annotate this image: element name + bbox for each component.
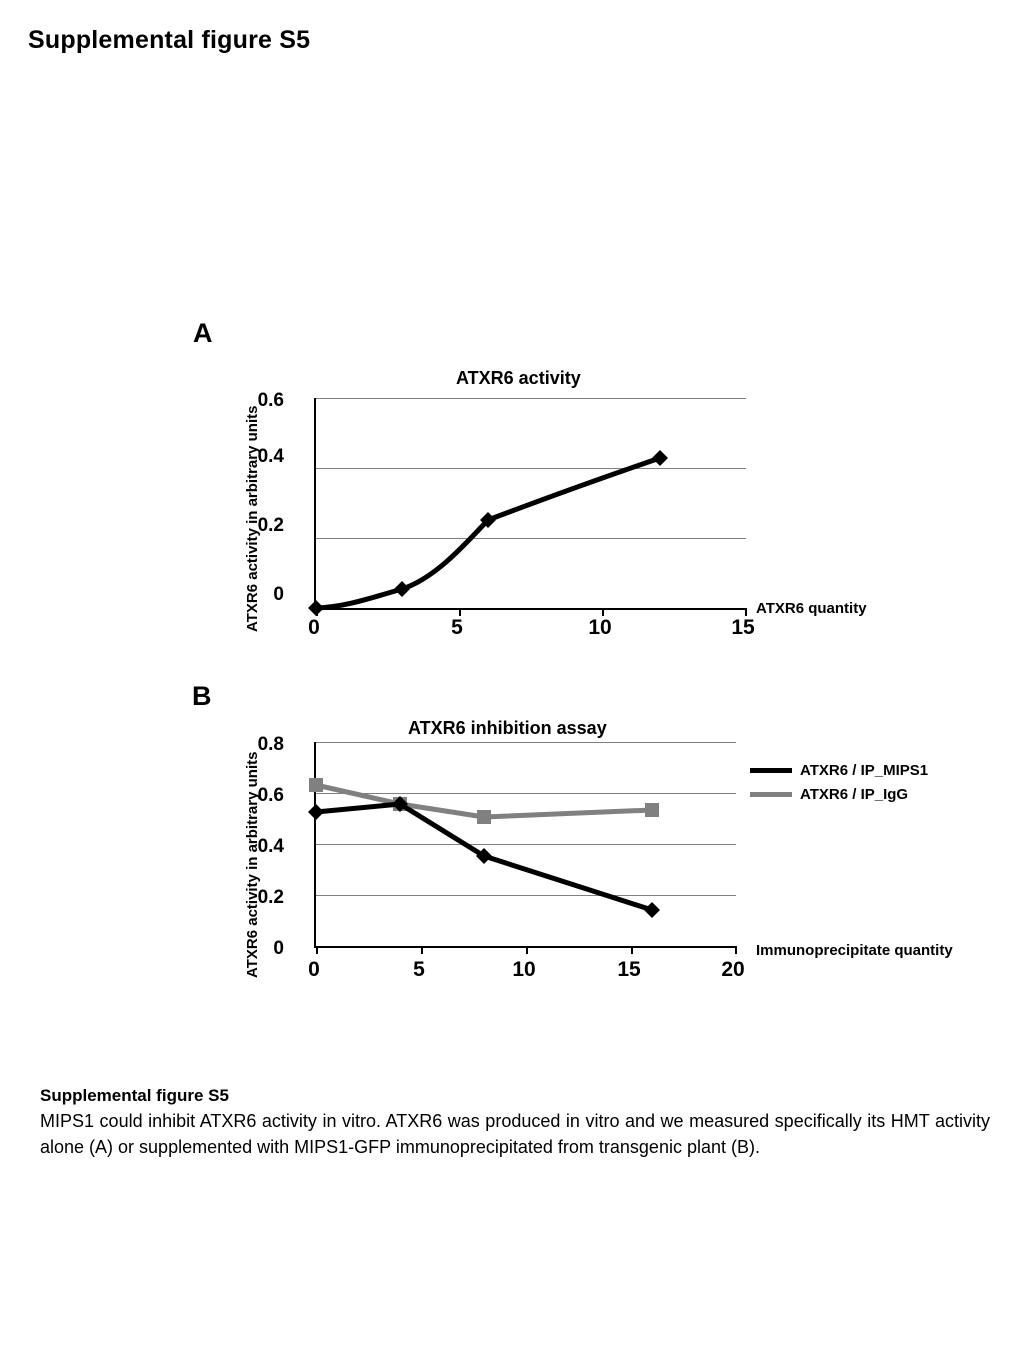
legend-swatch-mips1 bbox=[750, 768, 792, 773]
chart-b-y-axis-title: ATXR6 activity in arbitrary units bbox=[244, 751, 261, 978]
chart-a-ytick-1: 0.2 bbox=[257, 515, 284, 536]
chart-b-series-group bbox=[316, 742, 736, 948]
chart-b-ytick-02: 0.2 bbox=[257, 887, 284, 908]
chart-a-series-atxr6-activity bbox=[316, 398, 746, 610]
chart-b-ytick-04: 0.4 bbox=[257, 836, 284, 857]
chart-b-xtick-5: 5 bbox=[413, 958, 425, 981]
chart-b-x-axis-title: Immunoprecipitate quantity bbox=[756, 942, 953, 959]
chart-a-xtick-0: 0 bbox=[308, 616, 320, 639]
page-title: Supplemental figure S5 bbox=[28, 26, 311, 54]
caption-body: MIPS1 could inhibit ATXR6 activity in vitro. ATXR6 was produced in vitro and we measured specifically its HMT activity alone (A) or supplemented with MIPS1-GFP immunoprecipitated from transgenic plant (B). bbox=[40, 1111, 990, 1158]
chart-a-ytick-2: 0.4 bbox=[257, 446, 284, 467]
chart-a-title: ATXR6 activity bbox=[456, 368, 581, 388]
chart-b-xtick-10: 10 bbox=[512, 958, 536, 981]
chart-a-y-axis-title: ATXR6 activity in arbitrary units bbox=[244, 405, 261, 632]
panel-a-label: A bbox=[193, 318, 213, 348]
figure-caption bbox=[40, 1086, 990, 1160]
legend-item-igg bbox=[750, 782, 928, 806]
chart-a-x-axis-title: ATXR6 quantity bbox=[756, 600, 867, 617]
legend-swatch-igg bbox=[750, 792, 792, 797]
chart-a-ytick-0: 0 bbox=[273, 584, 284, 605]
chart-b-ytick-0: 0 bbox=[273, 938, 284, 959]
chart-panel-b bbox=[228, 710, 1018, 1010]
chart-b-ytick-06: 0.6 bbox=[257, 785, 284, 806]
panel-b-label: B bbox=[192, 681, 212, 711]
chart-b-ytick-08: 0.8 bbox=[257, 734, 284, 755]
chart-a-xtick-10: 10 bbox=[588, 616, 612, 639]
chart-b-legend bbox=[750, 758, 928, 806]
legend-label-igg: ATXR6 / IP_IgG bbox=[800, 785, 909, 803]
caption-title: Supplemental figure S5 bbox=[40, 1086, 229, 1105]
chart-b-xtick-15: 15 bbox=[617, 958, 641, 981]
chart-a-ytick-3: 0.6 bbox=[257, 390, 284, 411]
chart-panel-a bbox=[228, 360, 908, 650]
chart-a-plot-area bbox=[314, 398, 746, 610]
chart-b-plot-area bbox=[314, 742, 736, 948]
chart-b-xtick-0: 0 bbox=[308, 958, 320, 981]
chart-b-xtick-20: 20 bbox=[721, 958, 745, 981]
legend-item-mips1 bbox=[750, 758, 928, 782]
chart-b-series-atxr6-ipigg bbox=[309, 778, 659, 824]
chart-a-xtick-15: 15 bbox=[731, 616, 755, 639]
chart-a-xtick-5: 5 bbox=[451, 616, 463, 639]
chart-b-title: ATXR6 inhibition assay bbox=[408, 718, 607, 738]
legend-label-mips1: ATXR6 / IP_MIPS1 bbox=[800, 761, 929, 779]
